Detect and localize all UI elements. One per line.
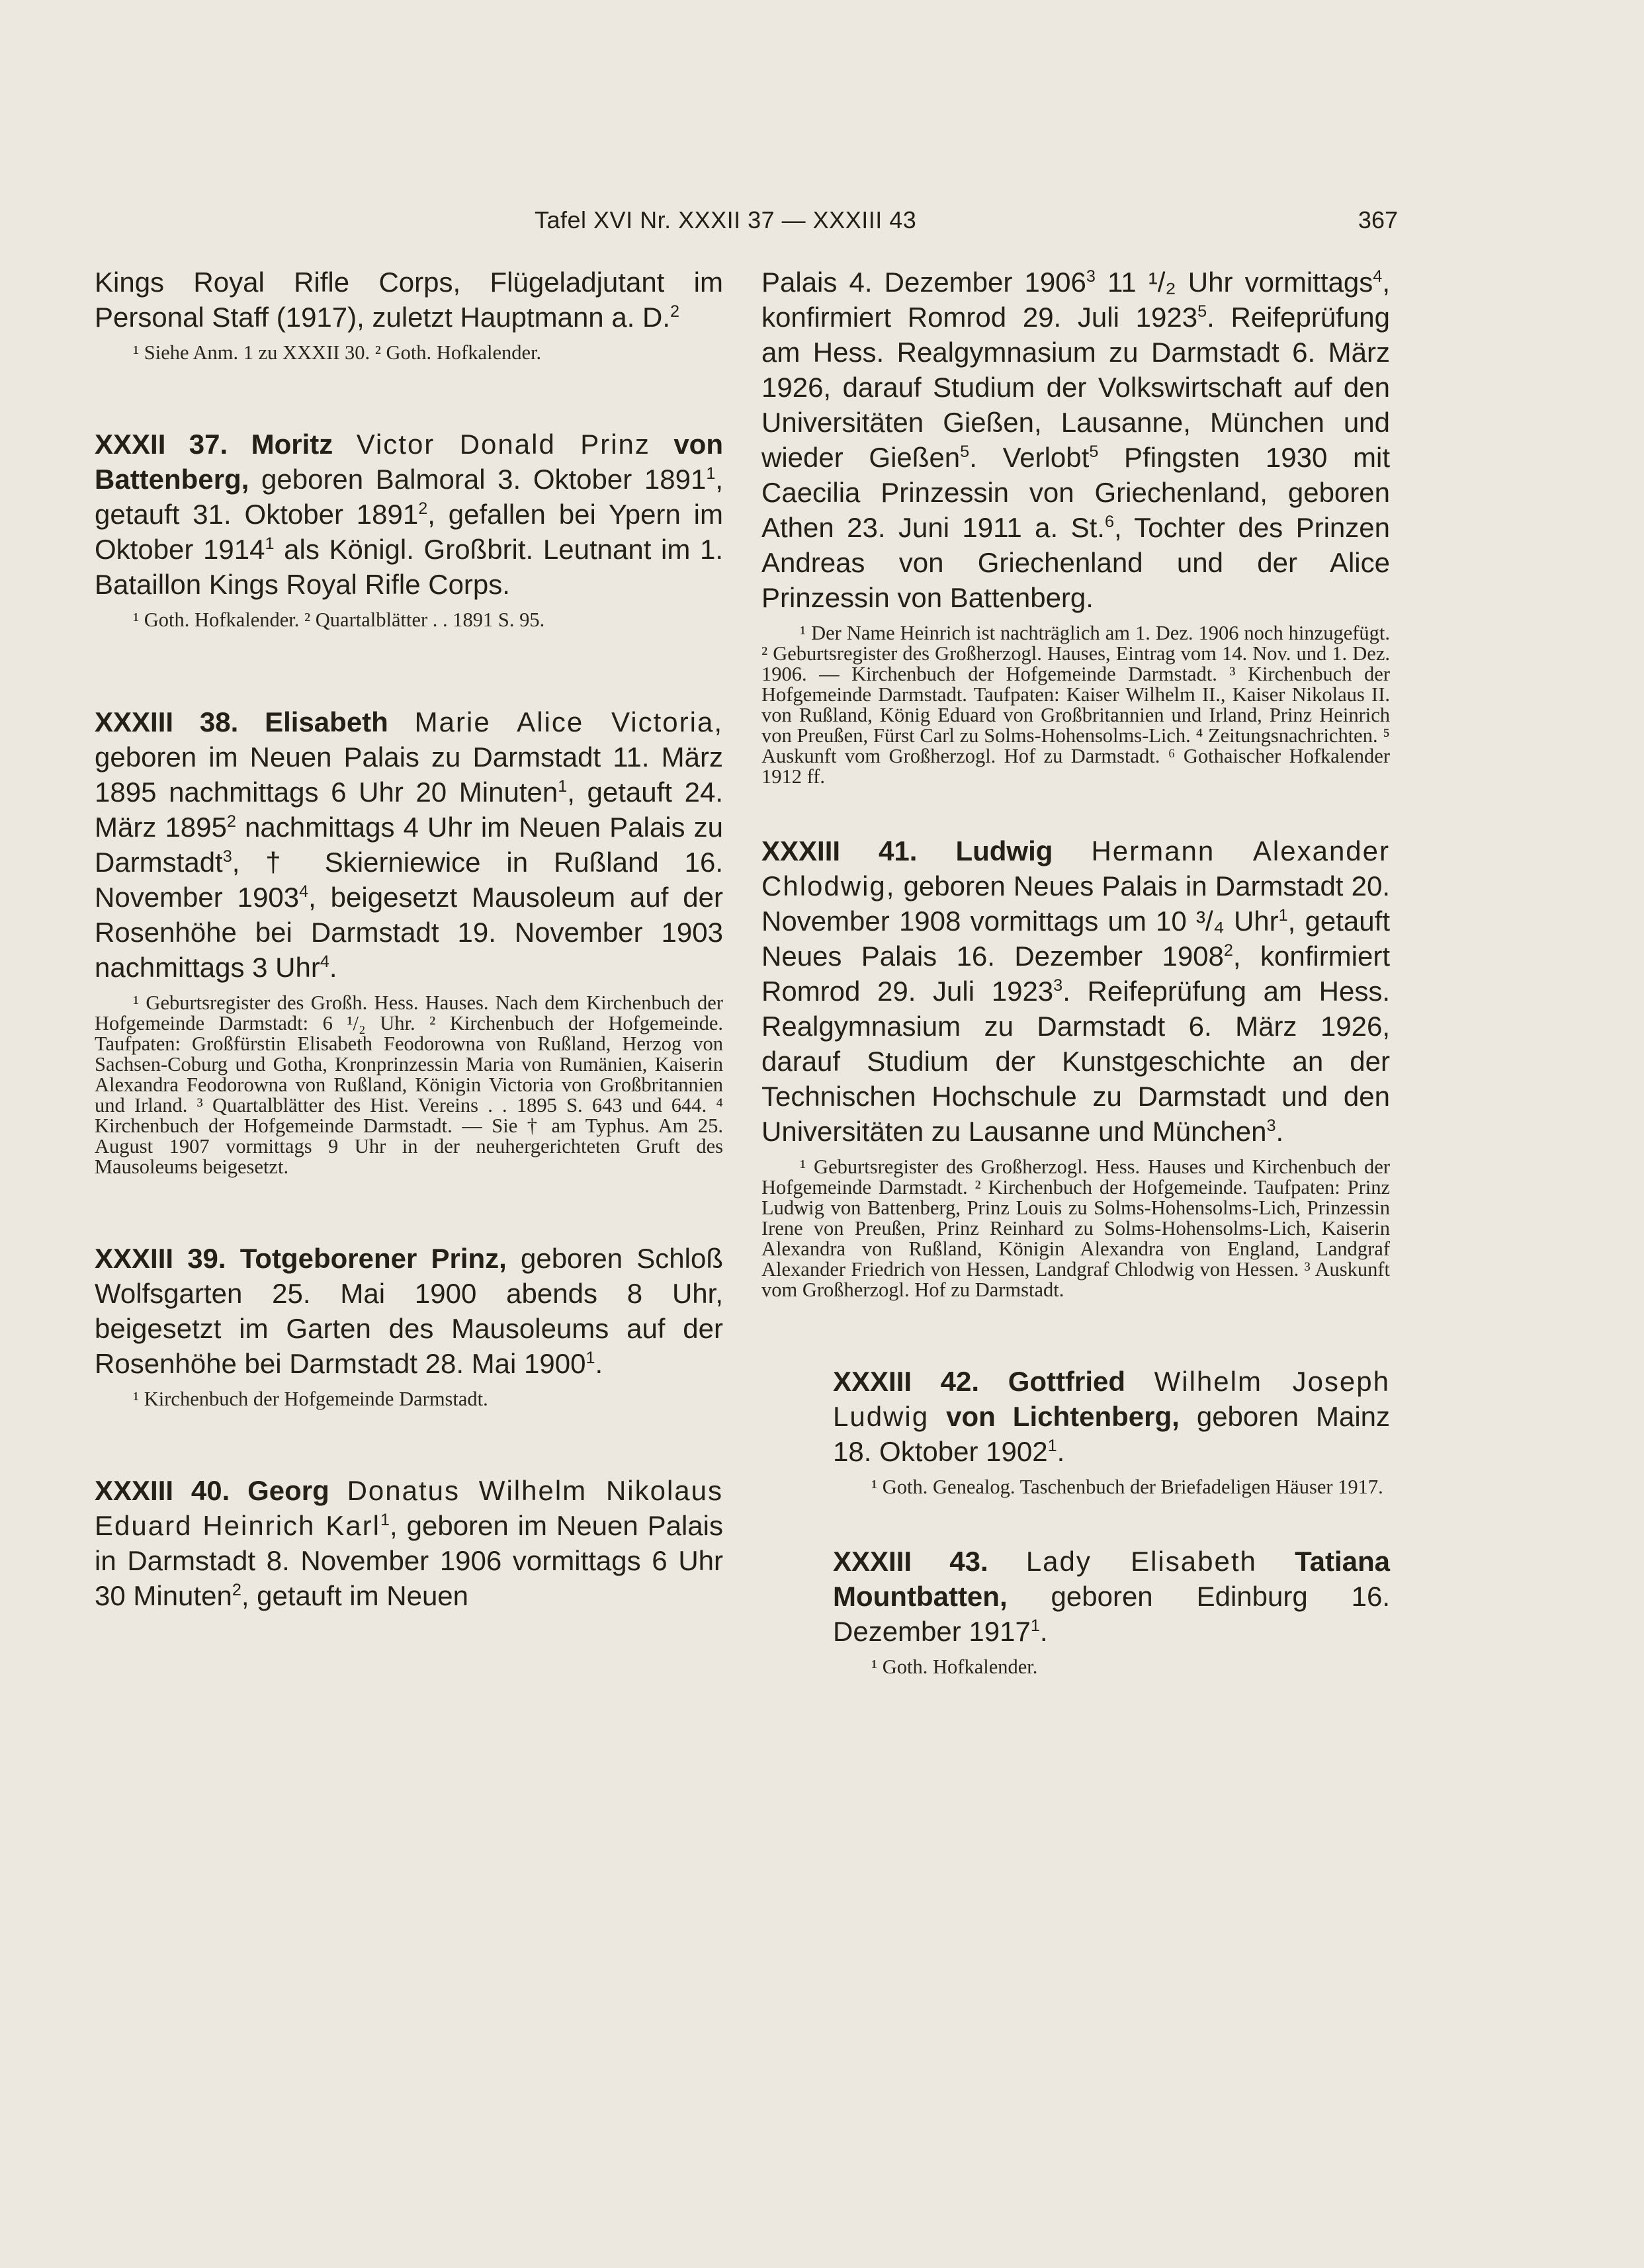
entry-text: Palais 4. Dezember 1906$^3$ 11 ¹/₂ Uhr vormittags$^4$, konfirmiert Romrod 29. Juli 1923$^5$. Reifeprüfung am Hess. Realgymnasium zu Darmstadt 6. März 1926, darauf Studium der Volkswirtschaft auf den Universitäten Gießen, Lausanne, München und wieder Gießen$^5$. Verlobt$^5$ Pfingsten 1930 mit Caecilia Prinzessin von Griechenland, geboren Athen 23. Juni 1911 a. St.$^6$, Tochter des Prinzen Andreas von Griechenland und der Alice Prinzessin von Battenberg.: [761, 267, 1390, 613]
entry-xxxiii-42: [761, 1364, 1390, 1497]
entry-xxxiii-38: [95, 704, 723, 1177]
entry-number: XXXIII 40.: [95, 1475, 230, 1506]
footnotes: ¹ Geburtsregister des Großh. Hess. Hauses. Nach dem Kirchenbuch der Hofgemeinde Darmstadt: 6 ¹/₂ Uhr. ² Kirchenbuch der Hofgemeinde. Taufpaten: Großfürstin Elisabeth Feodorowna von Rußland, Herzog von Sachsen-Coburg und Gotha, Kronprinzessin Maria von Rumänien, Kaiserin Alexandra Feodorowna von Rußland, Königin Victoria von Großbritannien und Irland. ³ Quartalblätter des Hist. Vereins . . 1895 S. 643 und 644. ⁴ Kirchenbuch der Hofgemeinde Darmstadt. — Sie † am Typhus. Am 25. August 1907 vormittags 9 Uhr in der neuhergerichteten Gruft des Mausoleums beigesetzt.: [95, 991, 723, 1178]
entry-number: XXXIII 42.: [833, 1366, 980, 1397]
entry-text: XXXIII 41. Ludwig Hermann Alexander Chlodwig, geboren Neues Palais in Darmstadt 20. November 1908 vormittags um 10 ³/₄ Uhr$^1$, getauft Neues Palais 16. Dezember 1908$^2$, konfirmiert Romrod 29. Juli 1923$^3$. Reifeprüfung am Hess. Realgymnasium zu Darmstadt 6. März 1926, darauf Studium der Kunstgeschichte an der Technischen Hochschule zu Darmstadt und den Universitäten zu Lausanne und München$^3$.: [761, 835, 1391, 1147]
entry-xxxiii-40-continued: [761, 265, 1390, 787]
page-number: 367: [1358, 206, 1398, 233]
entry-number: XXXIII 38.: [95, 706, 239, 737]
entry-xxxiii-41: [761, 833, 1390, 1300]
entry-number: XXXIII 43.: [833, 1546, 988, 1577]
entry-xxxiii-40: [95, 1473, 723, 1613]
entry-xxxiii-39: [95, 1241, 723, 1409]
footnotes: ¹ Goth. Hofkalender. ² Quartalblätter . . 1891 S. 95.: [133, 609, 545, 631]
entry-number: XXXII 37.: [95, 429, 228, 460]
entry-text: Kings Royal Rifle Corps, Flügeladjutant im Personal Staff (1917), zuletzt Hauptmann a. D.$^2$: [95, 267, 723, 333]
entry-continuation: [95, 265, 723, 363]
entry-text: XXXII 37. Moritz Victor Donald Prinz von Battenberg, geboren Balmoral 3. Oktober 1891$^1$, getauft 31. Oktober 1891$^2$, gefallen bei Ypern im Oktober 1914$^1$ als Königl. Großbrit. Leutnant im 1. Bataillon Kings Royal Rifle Corps.: [95, 429, 723, 600]
footnotes: ¹ Goth. Hofkalender.: [871, 1656, 1038, 1678]
running-head: Tafel XVI Nr. XXXII 37 — XXXIII 43: [535, 206, 917, 233]
right-column: [761, 265, 1390, 1677]
footnotes: ¹ Siehe Anm. 1 zu XXXII 30. ² Goth. Hofkalender.: [133, 341, 542, 364]
footnotes: ¹ Goth. Genealog. Taschenbuch der Briefadeligen Häuser 1917.: [871, 1476, 1383, 1498]
footnotes: ¹ Kirchenbuch der Hofgemeinde Darmstadt.: [133, 1388, 488, 1410]
entry-number: XXXIII 39.: [95, 1243, 226, 1274]
left-column: [95, 265, 723, 1613]
entry-text: XXXIII 43. Lady Elisabeth Tatiana Mountbatten, geboren Edinburg 16. Dezember 1917$^1$.: [833, 1546, 1391, 1647]
entry-text: XXXIII 40. Georg Donatus Wilhelm Nikolaus Eduard Heinrich Karl$^1$, geboren im Neuen Palais in Darmstadt 8. November 1906 vormittags 6 Uhr 30 Minuten$^2$, getauft im Neuen: [95, 1475, 724, 1611]
entry-text: XXXIII 42. Gottfried Wilhelm Joseph Ludwig von Lichtenberg, geboren Mainz 18. Oktober 1902$^1$.: [833, 1366, 1391, 1467]
footnotes: ¹ Der Name Heinrich ist nachträglich am 1. Dez. 1906 noch hinzugefügt. ² Geburtsregister des Großherzogl. Hauses, Eintrag vom 14. Nov. und 1. Dez. 1906. — Kirchenbuch der Hofgemeinde Darmstadt. ³ Kirchenbuch der Hofgemeinde Darmstadt. Taufpaten: Kaiser Wilhelm II., Kaiser Nikolaus II. von Rußland, König Eduard von Großbritannien und Irland, Prinz Heinrich von Preußen, Fürst Carl zu Solms-Hohensolms-Lich. ⁴ Zeitungsnachrichten. ⁵ Auskunft vom Großherzogl. Hof zu Darmstadt. ⁶ Gothaischer Hofkalender 1912 ff.: [761, 622, 1390, 788]
entry-xxxii-37: [95, 427, 723, 630]
footnotes: ¹ Geburtsregister des Großherzogl. Hess. Hauses und Kirchenbuch der Hofgemeinde Darmstadt. ² Kirchenbuch der Hofgemeinde. Taufpaten: Prinz Ludwig von Battenberg, Prinz Louis zu Solms-Hohensolms-Lich, Prinzessin Irene von Preußen, Prinz Reinhard zu Solms-Hohensolms-Lich, Kaiserin Alexandra von Rußland, Königin Alexandra von England, Landgraf Alexander Friedrich von Hessen, Landgraf Chlodwig von Hessen. ³ Auskunft vom Großherzogl. Hof zu Darmstadt.: [761, 1155, 1390, 1301]
entry-text: XXXIII 39. Totgeborener Prinz, geboren Schloß Wolfsgarten 25. Mai 1900 abends 8 Uhr, beigesetzt im Garten des Mausoleums auf der Rosenhöhe bei Darmstadt 28. Mai 1900$^1$.: [95, 1243, 723, 1379]
entry-xxxiii-43: [761, 1544, 1390, 1677]
entry-number: XXXIII 41.: [761, 835, 918, 866]
entry-text: XXXIII 38. Elisabeth Marie Alice Victoria, geboren im Neuen Palais zu Darmstadt 11. März 1895 nachmittags 6 Uhr 20 Minuten$^1$, getauft 24. März 1895$^2$ nachmittags 4 Uhr im Neuen Palais zu Darmstadt$^3$, † Skierniewice in Rußland 16. November 1903$^4$, beigesetzt Mausoleum auf der Rosenhöhe bei Darmstadt 19. November 1903 nachmittags 3 Uhr$^4$.: [95, 706, 724, 983]
